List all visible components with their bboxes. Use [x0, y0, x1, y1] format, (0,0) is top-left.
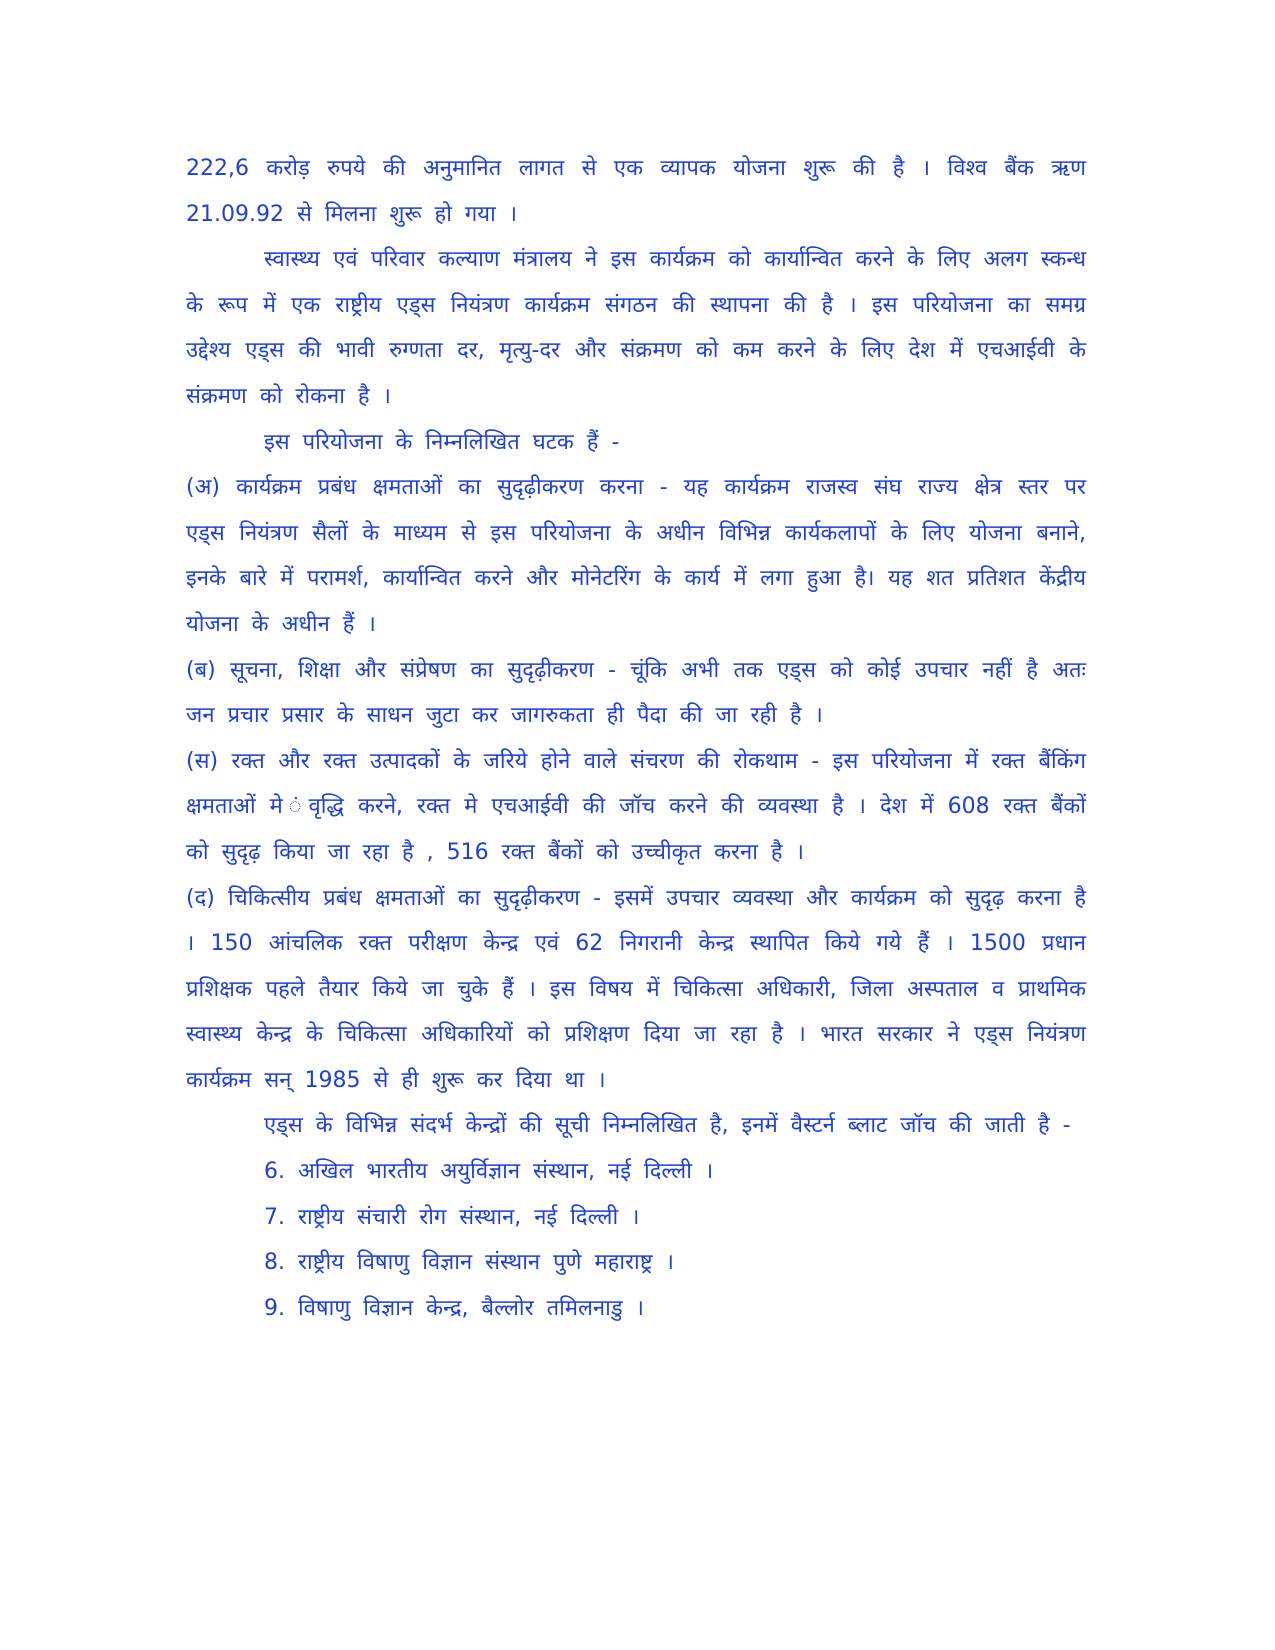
list-item: 7. राष्ट्रीय संचारी रोग संस्थान, नई दिल्ली । — [264, 1204, 640, 1230]
reference-centre-list — [186, 1149, 1086, 1331]
paragraph-ministry: स्वास्थ्य एवं परिवार कल्याण मंत्रालय ने इस कार्यक्रम को कार्यान्वित करने के लिए अलग स्कन्ध के रूप में एक राष्ट्रीय एड्स नियंत्रण कार्यक्रम संगठन की स्थापना की है । इस परियोजना का समग्र उद्देश्य एड्स की भावी रुग्णता दर, मृत्यु-दर और संक्रमण को कम करने के लिए देश में एचआईवी के संक्रमण को रोकना है । — [186, 247, 1086, 409]
list-item: 6. अखिल भारतीय अयुर्विज्ञान संस्थान, नई दिल्ली । — [264, 1159, 714, 1185]
component-d: (द) चिकित्सीय प्रबंध क्षमताओं का सुदृढ़ीकरण - इसमें उपचार व्यवस्था और कार्यक्रम को सुदृढ़ करना है । 150 आंचलिक रक्त परीक्षण केन्द्र एवं 62 निगरानी केन्द्र स्थापित किये गये हैं । 1500 प्रधान प्रशिक्षक पहले तैयार किये जा चुके हैं । इस विषय में चिकित्सा अधिकारी, जिला अस्पताल व प्राथमिक स्वास्थ्य केन्द्र के चिकित्सा अधिकारियों को प्रशिक्षण दिया जा रहा है । भारत सरकार ने एड्स नियंत्रण कार्यक्रम सन् 1985 से ही शुरू कर दिया था । — [186, 885, 1086, 1093]
component-a: (अ) कार्यक्रम प्रबंध क्षमताओं का सुदृढ़ीकरण करना - यह कार्यक्रम राजस्व संघ राज्य क्षेत्र स्तर पर एड्स नियंत्रण सैलों के माध्यम से इस परियोजना के अधीन विभिन्न कार्यकलापों के लिए योजना बनाने, इनके बारे में परामर्श, कार्यान्वित करने और मोनेटरिंग के कार्य में लगा हुआ है। यह शत प्रतिशत केंद्रीय योजना के अधीन हैं । — [186, 475, 1086, 637]
paragraph-components-heading: इस परियोजना के निम्नलिखित घटक हैं - — [264, 429, 620, 455]
document-body — [186, 146, 1086, 1331]
list-item: 9. विषाणु विज्ञान केन्द्र, बैल्लोर तमिलनाडु । — [264, 1295, 644, 1321]
paragraph-intro: 222,6 करोड़ रुपये की अनुमानित लागत से एक व्यापक योजना शुरू की है । विश्व बैंक ऋण 21.09.92 से मिलना शुरू हो गया । — [186, 156, 1086, 227]
component-c: (स) रक्त और रक्त उत्पादकों के जरिये होने वाले संचरण की रोकथाम - इस परियोजना में रक्त बैंकिंग क्षमताओं मे ंवृद्धि करने, रक्त मे एचआईवी की जॉच करने की व्यवस्था है । देश में 608 रक्त बैंकों को सुदृढ़ किया जा रहा है , 516 रक्त बैंकों को उच्चीकृत करना है । — [186, 748, 1086, 865]
component-b: (ब) सूचना, शिक्षा और संप्रेषण का सुदृढ़ीकरण - चूंकि अभी तक एड्स को कोई उपचार नहीं है अतः जन प्रचार प्रसार के साधन जुटा कर जागरुकता ही पैदा की जा रही है । — [186, 657, 1086, 729]
list-item: 8. राष्ट्रीय विषाणु विज्ञान संस्थान पुणे महाराष्ट्र । — [264, 1250, 674, 1276]
paragraph-reference-centres: एड्स के विभिन्न संदर्भ केन्द्रों की सूची निम्नलिखित है, इनमें वैस्टर्न ब्लाट जॉच की जाती है - — [264, 1113, 1071, 1139]
